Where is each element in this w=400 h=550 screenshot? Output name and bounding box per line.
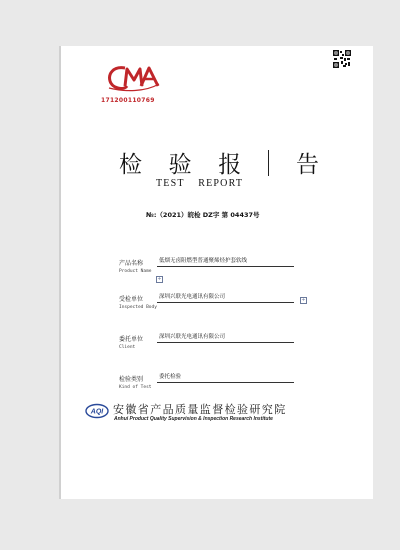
- title-char-1: 检: [119, 152, 142, 178]
- aqi-logo-text: AQI: [90, 408, 104, 416]
- field-underline: [157, 342, 294, 343]
- qr-code-icon: [333, 50, 351, 68]
- field-label-en: Product Name: [119, 269, 152, 274]
- title-char-4: 告: [296, 152, 319, 178]
- cma-logo-icon: [105, 64, 161, 92]
- title-char-3: 报: [218, 152, 242, 178]
- cma-certificate-number: 171200110769: [101, 97, 155, 104]
- field-label-en: Inspected Body: [119, 305, 157, 310]
- report-number: №:（2021）皖检 DZ字 第 04437号: [146, 211, 260, 219]
- field-label-zh: 受检单位: [119, 296, 144, 303]
- aqi-logo-icon: [85, 403, 109, 419]
- title-divider: [268, 150, 270, 176]
- field-label-en: Kind of Test: [119, 385, 152, 390]
- expand-plus-icon[interactable]: +: [157, 276, 162, 282]
- field-label-zh: 检验类别: [119, 376, 144, 383]
- institute-name-zh: 安徽省产品质量监督检验研究院: [113, 403, 287, 416]
- field-value: 委托检验: [159, 374, 182, 380]
- field-value: 低烟无卤阻燃型普通聚烯烃护套软线: [159, 258, 248, 264]
- report-cover-page: [61, 46, 373, 499]
- title-char-2: 验: [168, 152, 192, 178]
- report-title-en: TEST REPORT: [156, 178, 244, 189]
- field-label-en: Client: [119, 345, 136, 350]
- field-underline: [157, 266, 294, 267]
- field-label-zh: 委托单位: [119, 336, 144, 343]
- field-label-zh: 产品名称: [119, 260, 144, 267]
- field-value: 深圳兴联光电通讯有限公司: [159, 334, 226, 340]
- field-underline: [157, 302, 294, 303]
- expand-plus-icon[interactable]: +: [301, 297, 306, 303]
- field-underline: [157, 382, 294, 383]
- field-value: 深圳兴联光电通讯有限公司: [159, 294, 226, 300]
- report-title-zh: [119, 146, 319, 179]
- institute-name-en: Anhui Product Quality Supervision & Inspection Research Institute: [114, 416, 273, 422]
- institute-footer: [85, 401, 355, 427]
